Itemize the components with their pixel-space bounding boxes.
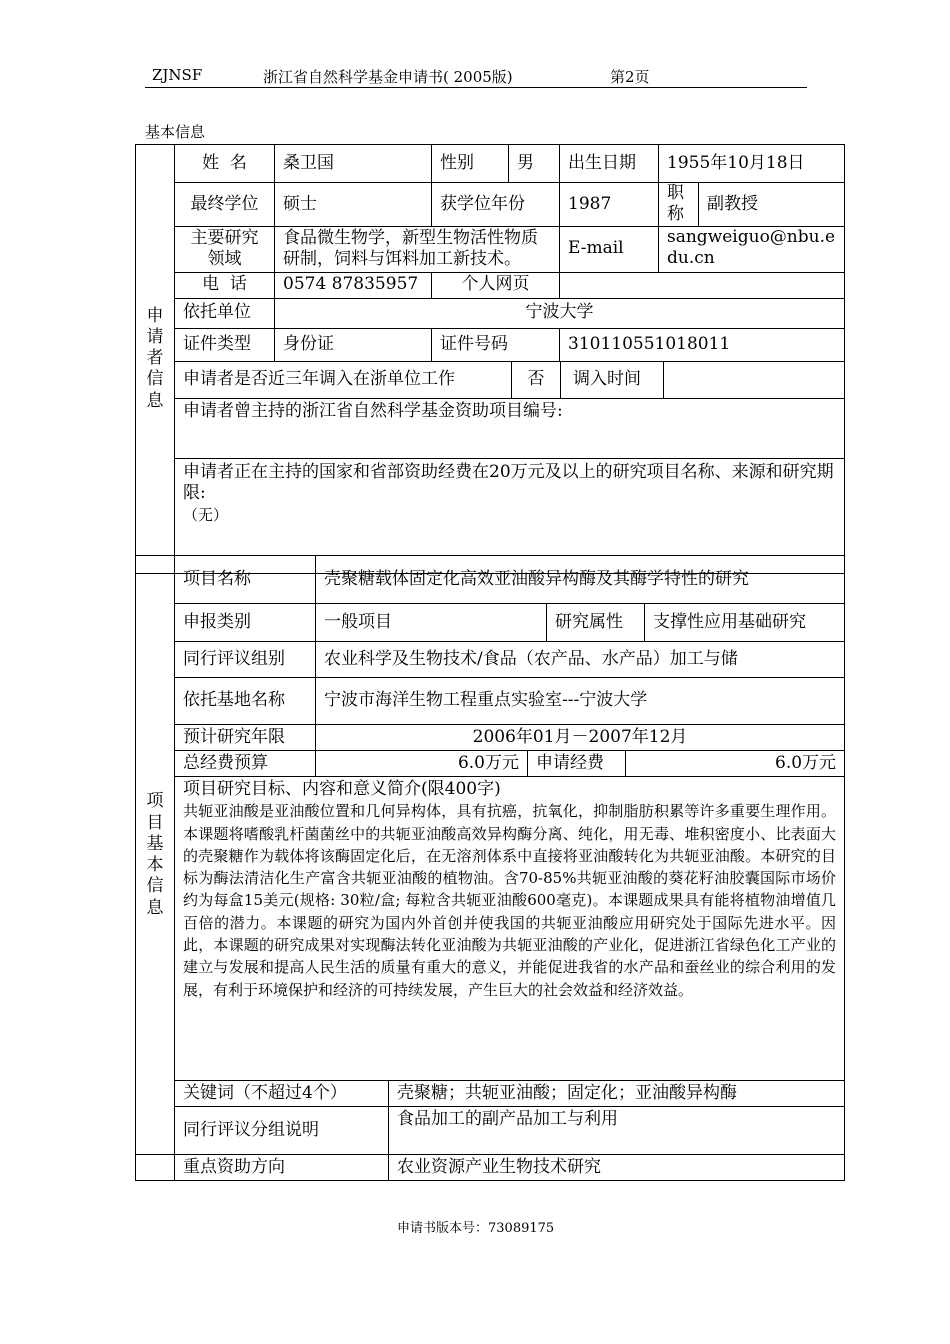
- review-group-label: 同行评议组别: [175, 642, 316, 678]
- intro-text: 共轭亚油酸是亚油酸位置和几何异构体，具有抗癌，抗氧化，抑制脂肪积累等许多重要生理作用。本课题将嗜酸乳杆菌菌丝中的共轭亚油酸高效异构酶分离、纯化，用无毒、堆积密度小、比表面大的壳聚糖作为载体将该酶固定化后，在无溶剂体系中直接将亚油酸转化为共轭亚油酸。本研究的目标为酶法清洁化生产富含共轭亚油酸的植物油。含70-85%共轭亚油酸的葵花籽油胶囊国际市场价约为每盒15美元(规格: 30粒/盒; 每粒含共轭亚油酸600毫克)。本课题成果具有能将植物油增值几百倍的潜力。本课题的研究为国内外首创并使我国的共轭亚油酸应用研究处于国际先进水平。因此，本课题的研究成果对实现酶法转化亚油酸为共轭亚油酸的产业化，促进浙江省绿色化工产业的建立与发展和提高人民生活的质量有重大的意义，并能促进我省的水产品和蚕丝业的综合利用的发展，有利于环境保护和经济的可持续发展，产生巨大的社会效益和经济效益。: [183, 802, 837, 999]
- degree-value: 硕士: [275, 183, 432, 227]
- category-value: 一般项目: [316, 604, 547, 642]
- intro-cell: [175, 777, 845, 1081]
- title-label: 职称: [659, 183, 699, 227]
- apply-value: 6.0万元: [626, 751, 845, 777]
- birth-value: 1955年10月18日: [659, 145, 845, 183]
- header-rule: [145, 87, 807, 88]
- intro-label: 项目研究目标、内容和意义简介(限400字): [183, 779, 501, 799]
- gender-label: 性别: [432, 145, 509, 183]
- header-page: 第2页: [610, 68, 650, 86]
- unit-label: 依托单位: [175, 298, 275, 328]
- category-label: 申报类别: [175, 604, 316, 642]
- degree-year-value: 1987: [560, 183, 659, 227]
- period-label: 预计研究年限: [175, 725, 316, 751]
- keywords-label: 关键词（不超过4个）: [175, 1081, 389, 1107]
- transfer-label: 申请者是否近三年调入在浙单位工作: [183, 368, 455, 389]
- attr-label: 研究属性: [547, 604, 645, 642]
- prev-projects: 申请者曾主持的浙江省自然科学基金资助项目编号:: [175, 398, 845, 458]
- current-projects-value: （无）: [183, 506, 229, 524]
- homepage-value: [560, 272, 845, 298]
- unit-value: 宁波大学: [275, 298, 845, 328]
- header-code: ZJNSF: [152, 66, 203, 84]
- title-value: 副教授: [699, 183, 845, 227]
- field-value: 食品微生物学，新型生物活性物质研制，饲料与饵料加工新技术。: [275, 226, 560, 272]
- field-label: 主要研究领域: [175, 226, 275, 272]
- period-value: 2006年01月－2007年12月: [316, 725, 845, 751]
- base-label: 依托基地名称: [175, 678, 316, 725]
- transfer-value: 否: [511, 362, 561, 398]
- transfer-row: [175, 361, 845, 398]
- focus-label: 重点资助方向: [175, 1155, 389, 1181]
- footer-version: 申请书版本号：73089175: [397, 1221, 555, 1236]
- birth-label: 出生日期: [560, 145, 659, 183]
- name-value: 桑卫国: [275, 145, 432, 183]
- phone-value: 0574 87835957: [275, 272, 432, 298]
- name-label: 姓 名: [175, 145, 275, 183]
- transfer-time-label: 调入时间: [561, 362, 664, 398]
- group-note-value: 食品加工的副产品加工与利用: [389, 1107, 845, 1155]
- budget-value: 6.0万元: [316, 751, 528, 777]
- degree-year-label: 获学位年份: [432, 183, 560, 227]
- project-name-label: 项目名称: [175, 556, 316, 604]
- email-value: sangweiguo@nbu.edu.cn: [659, 226, 845, 272]
- base-value: 宁波市海洋生物工程重点实验室---宁波大学: [316, 678, 845, 725]
- phone-label: 电 话: [175, 272, 275, 298]
- applicant-side-title: 申 请 者 信 息: [136, 145, 175, 574]
- degree-label: 最终学位: [175, 183, 275, 227]
- budget-label: 总经费预算: [175, 751, 316, 777]
- project-name-value: 壳聚糖载体固定化高效亚油酸异构酶及其酶学特性的研究: [316, 556, 845, 604]
- id-type-value: 身份证: [275, 328, 432, 361]
- group-note-label: 同行评议分组说明: [175, 1107, 389, 1155]
- homepage-label: 个人网页: [432, 272, 560, 298]
- header-title: 浙江省自然科学基金申请书( 2005版): [263, 68, 513, 86]
- id-no-value: 310110551018011: [560, 328, 845, 361]
- email-label: E-mail: [560, 226, 659, 272]
- review-group-value: 农业科学及生物技术/食品（农产品、水产品）加工与储: [316, 642, 845, 678]
- gender-value: 男: [509, 145, 560, 183]
- keywords-value: 壳聚糖；共轭亚油酸；固定化；亚油酸异构酶: [389, 1081, 845, 1107]
- apply-label: 申请经费: [528, 751, 626, 777]
- current-projects-label: 申请者正在主持的国家和省部资助经费在20万元及以上的研究项目名称、来源和研究期限:: [183, 461, 834, 503]
- applicant-table: [135, 144, 845, 574]
- id-no-label: 证件号码: [432, 328, 560, 361]
- focus-value: 农业资源产业生物技术研究: [389, 1155, 845, 1181]
- id-type-label: 证件类型: [175, 328, 275, 361]
- project-table: [135, 555, 845, 1181]
- section-label: 基本信息: [145, 123, 206, 141]
- project-side-title: 项 目 基 本 信 息: [136, 556, 175, 1155]
- attr-value: 支撑性应用基础研究: [645, 604, 845, 642]
